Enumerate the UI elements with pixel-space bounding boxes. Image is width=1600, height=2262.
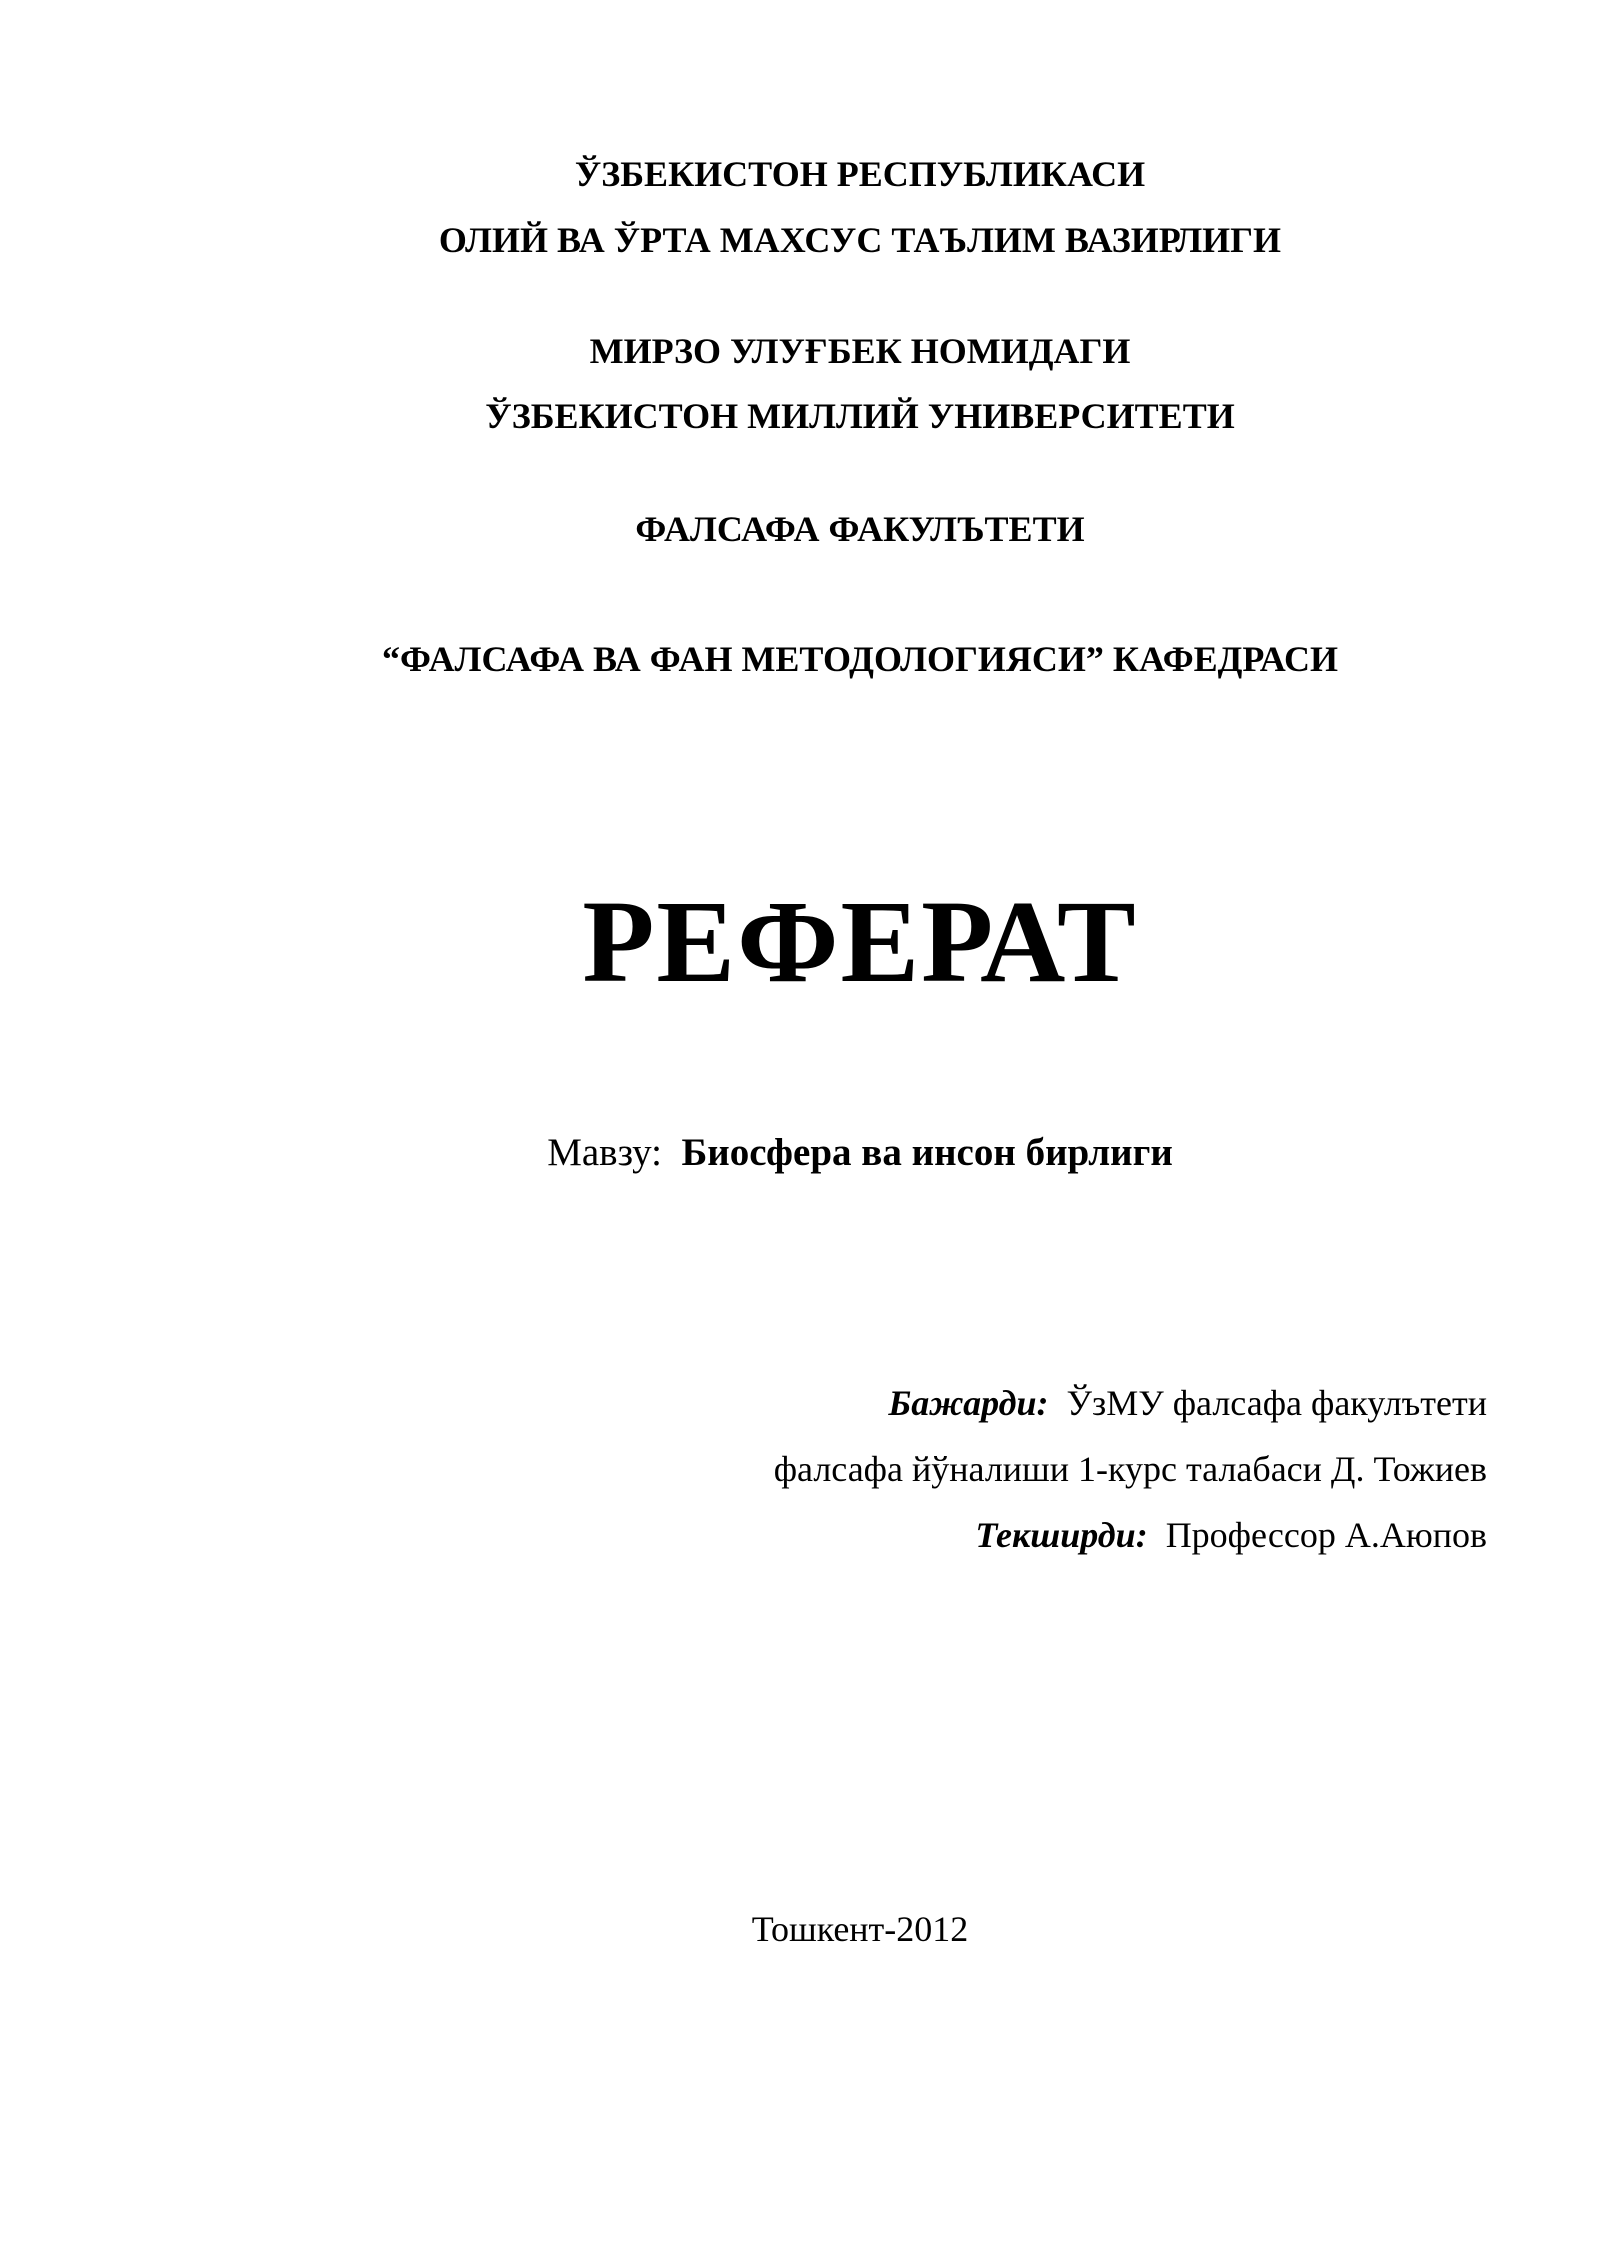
header-republic: ЎЗБЕКИСТОН РЕСПУБЛИКАСИ xyxy=(574,154,1146,194)
topic-line xyxy=(0,1129,1600,1177)
reviewer-label: Текширди: xyxy=(975,1515,1148,1555)
author-label: Бажарди: xyxy=(888,1383,1049,1423)
author-value-line1: ЎзМУ фалсафа факулътети xyxy=(1066,1383,1487,1423)
header-ministry: ОЛИЙ ВА ЎРТА МАХСУС ТАЪЛИМ ВАЗИРЛИГИ xyxy=(438,220,1282,260)
footer-place-year: Тошкент-2012 xyxy=(751,1909,969,1949)
author-line1 xyxy=(888,1380,1487,1426)
header-department: “ФАЛСАФА ВА ФАН МЕТОДОЛОГИЯСИ” КАФЕДРАСИ xyxy=(381,639,1339,679)
topic-value: Биосфера ва инсон бирлиги xyxy=(681,1131,1173,1174)
topic-label: Мавзу: xyxy=(547,1131,662,1174)
reviewer-value: Профессор А.Аюпов xyxy=(1165,1515,1487,1555)
header-faculty: ФАЛСАФА ФАКУЛЪТЕТИ xyxy=(635,509,1085,549)
header-university-line1: МИРЗО УЛУҒБЕК НОМИДАГИ xyxy=(589,331,1131,371)
header-university-line2: ЎЗБЕКИСТОН МИЛЛИЙ УНИВЕРСИТЕТИ xyxy=(485,396,1235,436)
reviewer-line xyxy=(975,1512,1487,1558)
author-value-line2: фалсафа йўналиши 1-курс талабаси Д. Тожиев xyxy=(773,1449,1487,1489)
document-title: РЕФЕРАТ xyxy=(582,876,1138,1007)
